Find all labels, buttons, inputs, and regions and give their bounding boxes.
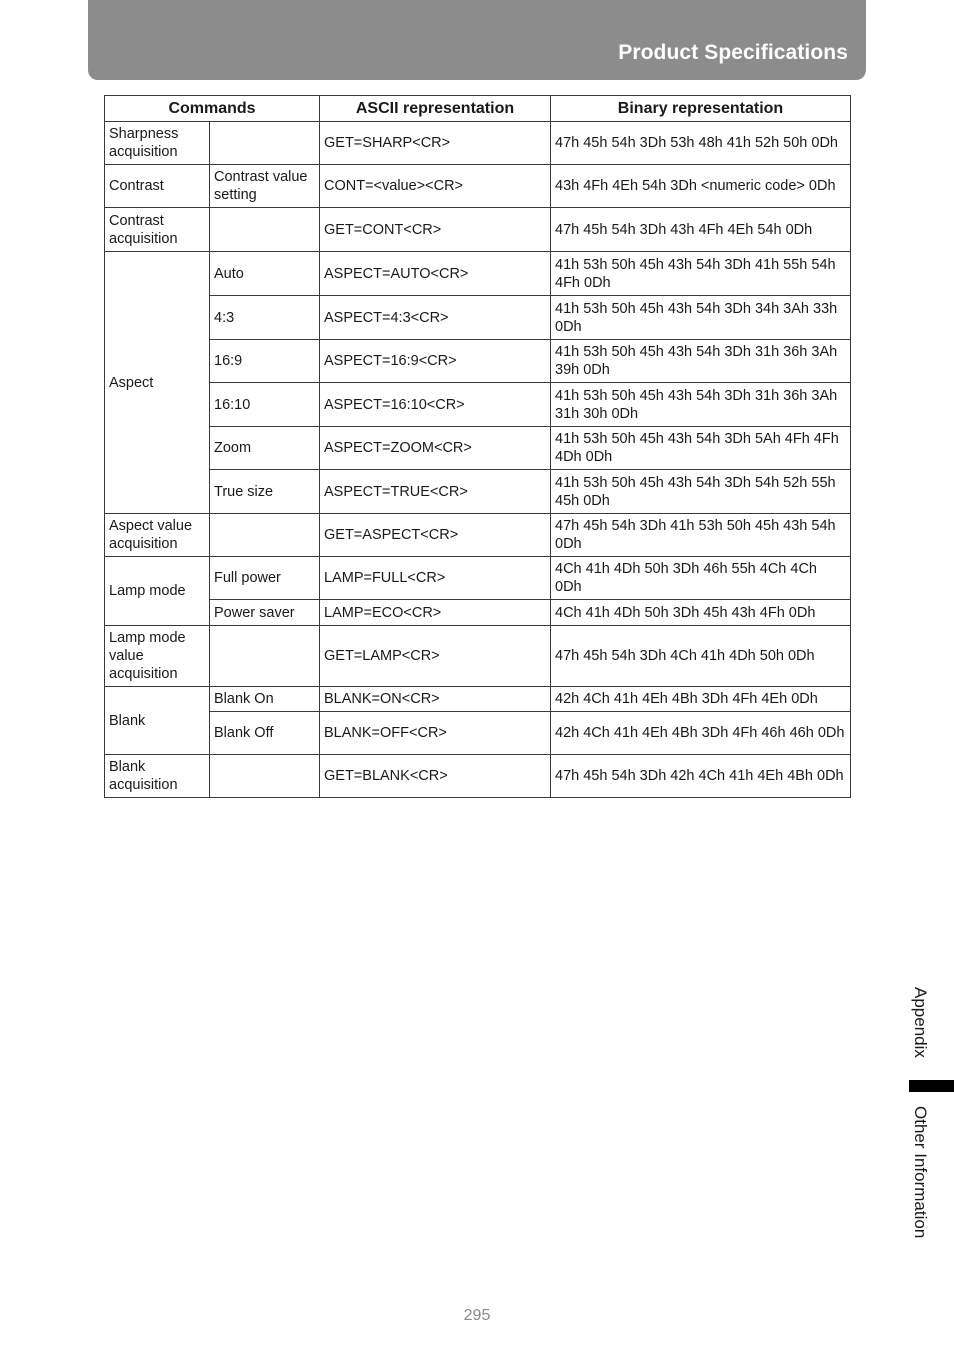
ascii-cell: BLANK=OFF<CR>: [320, 712, 551, 755]
side-tab-chapter: Other Information: [911, 1106, 930, 1239]
binary-cell: 41h 53h 50h 45h 43h 54h 3Dh 5Ah 4Fh 4Fh 4Dh 0Dh: [551, 427, 851, 470]
ascii-cell: ASPECT=TRUE<CR>: [320, 470, 551, 514]
table-row: [105, 122, 851, 165]
ascii-cell: ASPECT=16:9<CR>: [320, 340, 551, 383]
header-ascii: ASCII representation: [320, 96, 551, 122]
sub-command-cell: 16:9: [210, 340, 320, 383]
sub-command-cell: Full power: [210, 557, 320, 600]
sub-command-cell: Zoom: [210, 427, 320, 470]
sub-command-cell: [210, 626, 320, 687]
command-cell: Contrast acquisition: [105, 208, 210, 252]
command-cell: Contrast: [105, 165, 210, 208]
binary-cell: 41h 53h 50h 45h 43h 54h 3Dh 34h 3Ah 33h 0Dh: [551, 296, 851, 340]
binary-cell: 47h 45h 54h 3Dh 42h 4Ch 41h 4Eh 4Bh 0Dh: [551, 755, 851, 798]
table-row: [105, 165, 851, 208]
ascii-cell: CONT=<value><CR>: [320, 165, 551, 208]
ascii-cell: ASPECT=ZOOM<CR>: [320, 427, 551, 470]
command-table: [104, 95, 851, 798]
table-row: [105, 427, 851, 470]
binary-cell: 42h 4Ch 41h 4Eh 4Bh 3Dh 4Fh 46h 46h 0Dh: [551, 712, 851, 755]
ascii-cell: ASPECT=16:10<CR>: [320, 383, 551, 427]
binary-cell: 41h 53h 50h 45h 43h 54h 3Dh 41h 55h 54h 4Fh 0Dh: [551, 252, 851, 296]
table-row: [105, 252, 851, 296]
binary-cell: 4Ch 41h 4Dh 50h 3Dh 45h 43h 4Fh 0Dh: [551, 600, 851, 626]
sub-command-cell: [210, 122, 320, 165]
side-tab-section: Appendix: [911, 987, 930, 1058]
sub-command-cell: Auto: [210, 252, 320, 296]
table-row: [105, 600, 851, 626]
command-cell: Blank acquisition: [105, 755, 210, 798]
page-number: 295: [463, 1307, 491, 1324]
command-cell: Sharpness acquisition: [105, 122, 210, 165]
binary-cell: 41h 53h 50h 45h 43h 54h 3Dh 31h 36h 3Ah 31h 30h 0Dh: [551, 383, 851, 427]
table-row: [105, 514, 851, 557]
header-bar: [88, 0, 866, 80]
binary-cell: 41h 53h 50h 45h 43h 54h 3Dh 54h 52h 55h 45h 0Dh: [551, 470, 851, 514]
ascii-cell: GET=ASPECT<CR>: [320, 514, 551, 557]
ascii-cell: ASPECT=AUTO<CR>: [320, 252, 551, 296]
command-cell: Lamp mode value acquisition: [105, 626, 210, 687]
table-header-row: [105, 96, 851, 122]
ascii-cell: ASPECT=4:3<CR>: [320, 296, 551, 340]
side-tab-marker: [909, 1080, 954, 1092]
command-cell: Aspect: [105, 252, 210, 514]
table-row: [105, 470, 851, 514]
binary-cell: 41h 53h 50h 45h 43h 54h 3Dh 31h 36h 3Ah 39h 0Dh: [551, 340, 851, 383]
sub-command-cell: Blank On: [210, 687, 320, 712]
binary-cell: 43h 4Fh 4Eh 54h 3Dh <numeric code> 0Dh: [551, 165, 851, 208]
command-cell: Lamp mode: [105, 557, 210, 626]
table-row: [105, 755, 851, 798]
page-title: Product Specifications: [618, 41, 848, 64]
table-row: [105, 687, 851, 712]
ascii-cell: GET=LAMP<CR>: [320, 626, 551, 687]
ascii-cell: GET=BLANK<CR>: [320, 755, 551, 798]
command-cell: Blank: [105, 687, 210, 755]
table-row: [105, 557, 851, 600]
ascii-cell: GET=CONT<CR>: [320, 208, 551, 252]
binary-cell: 42h 4Ch 41h 4Eh 4Bh 3Dh 4Fh 4Eh 0Dh: [551, 687, 851, 712]
binary-cell: 47h 45h 54h 3Dh 53h 48h 41h 52h 50h 0Dh: [551, 122, 851, 165]
binary-cell: 4Ch 41h 4Dh 50h 3Dh 46h 55h 4Ch 4Ch 0Dh: [551, 557, 851, 600]
table-row: [105, 340, 851, 383]
sub-command-cell: 4:3: [210, 296, 320, 340]
sub-command-cell: [210, 755, 320, 798]
header-commands: Commands: [105, 96, 320, 122]
sub-command-cell: [210, 514, 320, 557]
command-cell: Aspect value acquisition: [105, 514, 210, 557]
sub-command-cell: Contrast value setting: [210, 165, 320, 208]
binary-cell: 47h 45h 54h 3Dh 41h 53h 50h 45h 43h 54h 0Dh: [551, 514, 851, 557]
sub-command-cell: True size: [210, 470, 320, 514]
sub-command-cell: 16:10: [210, 383, 320, 427]
table-row: [105, 626, 851, 687]
sub-command-cell: Blank Off: [210, 712, 320, 755]
ascii-cell: LAMP=FULL<CR>: [320, 557, 551, 600]
table-row: [105, 383, 851, 427]
ascii-cell: GET=SHARP<CR>: [320, 122, 551, 165]
binary-cell: 47h 45h 54h 3Dh 4Ch 41h 4Dh 50h 0Dh: [551, 626, 851, 687]
binary-cell: 47h 45h 54h 3Dh 43h 4Fh 4Eh 54h 0Dh: [551, 208, 851, 252]
header-binary: Binary representation: [551, 96, 851, 122]
ascii-cell: LAMP=ECO<CR>: [320, 600, 551, 626]
sub-command-cell: Power saver: [210, 600, 320, 626]
table-row: [105, 208, 851, 252]
sub-command-cell: [210, 208, 320, 252]
table-row: [105, 296, 851, 340]
table-row: [105, 712, 851, 755]
ascii-cell: BLANK=ON<CR>: [320, 687, 551, 712]
table-body: [105, 122, 851, 798]
